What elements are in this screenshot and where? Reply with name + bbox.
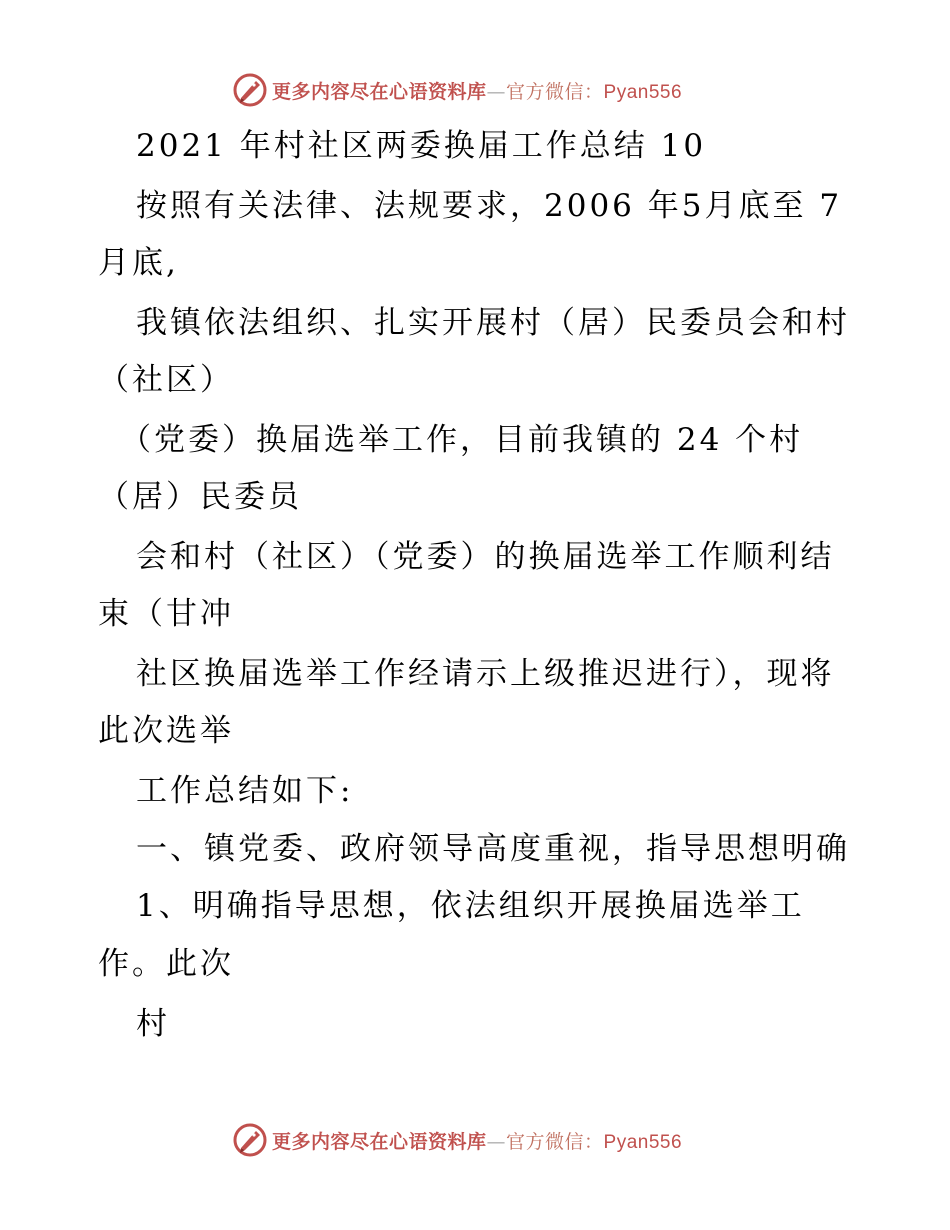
banner-dash: — <box>486 1130 507 1153</box>
banner-handle: Pyan556 <box>603 81 683 103</box>
paragraph-line: 村 <box>136 1006 170 1042</box>
paragraph-line: 1、明确指导思想，依法组织开展换届选举工 <box>136 888 805 924</box>
footer-watermark-banner <box>232 1120 682 1160</box>
banner-text <box>272 1127 682 1154</box>
banner-dash: — <box>486 80 507 103</box>
paragraph-line: 作。此次 <box>98 946 234 982</box>
section-heading: 一、镇党委、政府领导高度重视，指导思想明确 <box>136 831 850 867</box>
paragraph-line: 工作总结如下: <box>136 773 354 809</box>
banner-handle: Pyan556 <box>603 1131 683 1153</box>
banner-sub-text: 官方微信： <box>506 1130 604 1153</box>
pen-logo-icon <box>232 1122 268 1158</box>
pen-logo-icon <box>232 72 268 108</box>
banner-main-text: 更多内容尽在心语资料库 <box>272 1130 487 1153</box>
banner-sub-text: 官方微信： <box>506 80 604 103</box>
paragraph-line: 我镇依法组织、扎实开展村（居）民委员会和村 <box>136 305 850 341</box>
paragraph-line: 此次选举 <box>98 713 234 749</box>
header-watermark-banner <box>232 70 682 110</box>
paragraph-line: （居）民委员 <box>98 479 302 515</box>
paragraph-line: 会和村（社区）（党委）的换届选举工作顺利结 <box>136 539 835 575</box>
paragraph-line: （社区） <box>98 362 234 398</box>
paragraph-line: 月底, <box>98 245 179 281</box>
paragraph-line: 束（甘冲 <box>98 596 234 632</box>
paragraph-line: （党委）换届选举工作，目前我镇的 24 个村 <box>120 422 804 458</box>
banner-main-text: 更多内容尽在心语资料库 <box>272 80 487 103</box>
paragraph-line: 社区换届选举工作经请示上级推迟进行），现将 <box>136 656 835 692</box>
banner-text <box>272 77 682 104</box>
paragraph-line: 按照有关法律、法规要求，2006 年5月底至 7 <box>136 188 843 224</box>
document-title: 2021 年村社区两委换届工作总结 10 <box>136 128 707 164</box>
